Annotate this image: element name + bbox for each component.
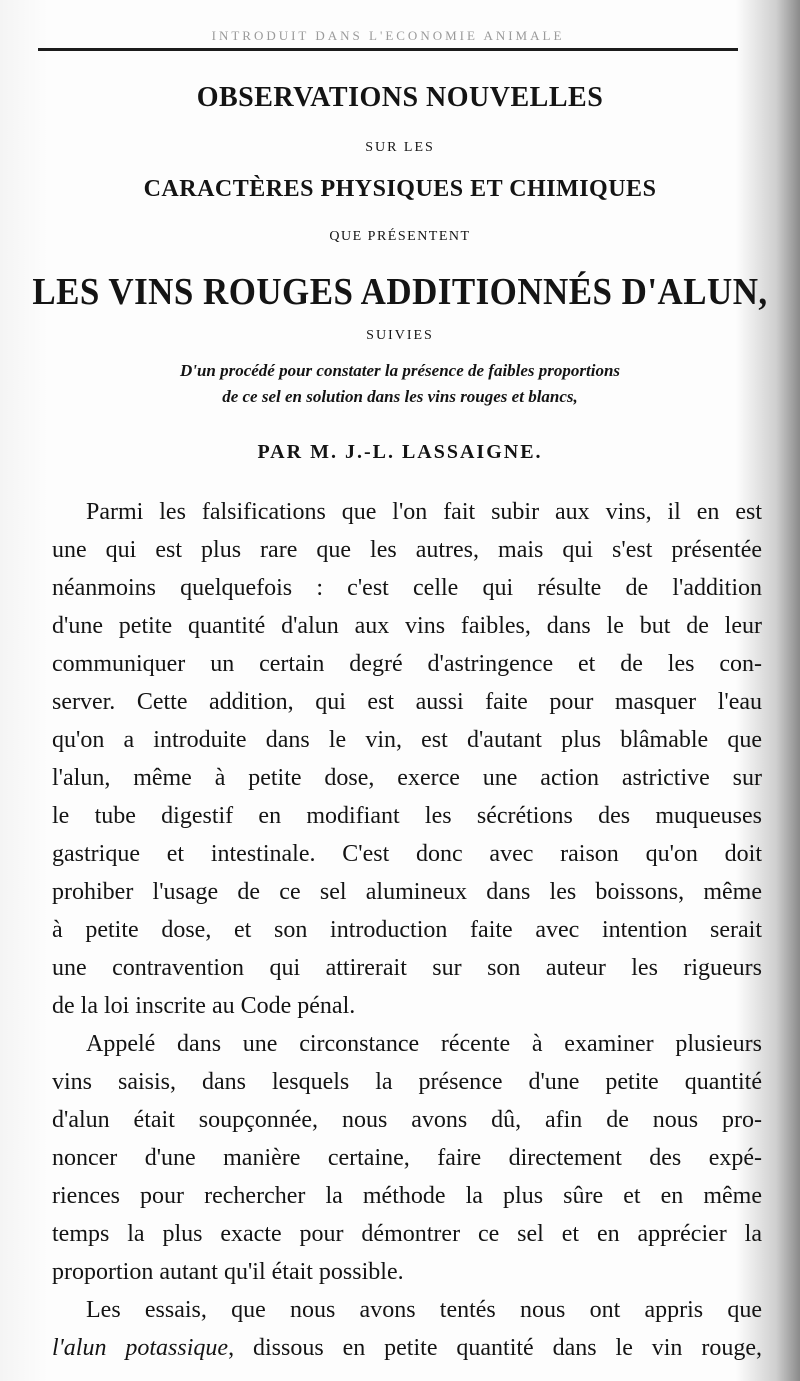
body-line: à petite dose, et son introduction faite avec intention serait bbox=[52, 917, 762, 943]
body-line: d'une petite quantité d'alun aux vins faibles, dans le but de leur bbox=[52, 613, 762, 639]
title-line-4: QUE PRÉSENTENT bbox=[329, 229, 471, 244]
subtitle-line-1: D'un procédé pour constater la présence de faibles proportions bbox=[179, 361, 621, 380]
body-line: qu'on a introduite dans le vin, est d'autant plus blâmable que bbox=[52, 727, 762, 753]
body-line: server. Cette addition, qui est aussi faite pour masquer l'eau bbox=[52, 689, 762, 715]
body-line: Parmi les falsifications que l'on fait subir aux vins, il en est bbox=[86, 499, 762, 525]
body-line-last bbox=[52, 1333, 762, 1363]
title-line-2: SUR LES bbox=[365, 140, 435, 155]
body-line: temps la plus exacte pour démontrer ce sel et en apprécier la bbox=[52, 1221, 762, 1247]
title-line-1: OBSERVATIONS NOUVELLES bbox=[196, 82, 604, 113]
running-head: INTRODUIT DANS L'ECONOMIE ANIMALE bbox=[211, 28, 565, 43]
body-line: riences pour rechercher la méthode la plus sûre et en même bbox=[52, 1183, 762, 1209]
title-line-5: LES VINS ROUGES ADDITIONNÉS D'ALUN, bbox=[32, 271, 768, 313]
body-line: prohiber l'usage de ce sel alumineux dans les boissons, même bbox=[52, 879, 762, 905]
body-line: vins saisis, dans lesquels la présence d'une petite quantité bbox=[52, 1069, 762, 1095]
title-line-3: CARACTÈRES PHYSIQUES ET CHIMIQUES bbox=[143, 176, 657, 202]
body-line: le tube digestif en modifiant les sécrétions des muqueuses bbox=[52, 803, 762, 829]
body-line: Les essais, que nous avons tentés nous ont appris que bbox=[86, 1297, 762, 1323]
body-line-rest: , dissous en petite quantité dans le vin rouge, bbox=[228, 1335, 762, 1361]
subtitle-line-2: de ce sel en solution dans les vins rouges et blancs, bbox=[222, 387, 578, 406]
body-line: Appelé dans une circonstance récente à examiner plusieurs bbox=[86, 1031, 762, 1057]
body-line: de la loi inscrite au Code pénal. bbox=[52, 993, 356, 1019]
body-line: noncer d'une manière certaine, faire directement des expé- bbox=[52, 1145, 762, 1171]
body-line: néanmoins quelquefois : c'est celle qui résulte de l'addition bbox=[52, 575, 762, 601]
body-line: une qui est plus rare que les autres, mais qui s'est présentée bbox=[52, 537, 762, 563]
author-byline: PAR M. J.-L. LASSAIGNE. bbox=[257, 441, 543, 463]
body-line: proportion autant qu'il était possible. bbox=[52, 1259, 404, 1285]
body-line: gastrique et intestinale. C'est donc avec raison qu'on doit bbox=[52, 841, 762, 867]
header-rule bbox=[38, 48, 738, 51]
italic-term: l'alun potassique bbox=[52, 1335, 229, 1361]
body-line: une contravention qui attirerait sur son auteur les rigueurs bbox=[52, 955, 762, 981]
title-line-6: SUIVIES bbox=[366, 328, 434, 343]
body-line: communiquer un certain degré d'astringence et de les con- bbox=[52, 651, 762, 677]
body-line: d'alun était soupçonnée, nous avons dû, afin de nous pro- bbox=[52, 1107, 762, 1133]
body-line: l'alun, même à petite dose, exerce une action astrictive sur bbox=[52, 765, 762, 791]
